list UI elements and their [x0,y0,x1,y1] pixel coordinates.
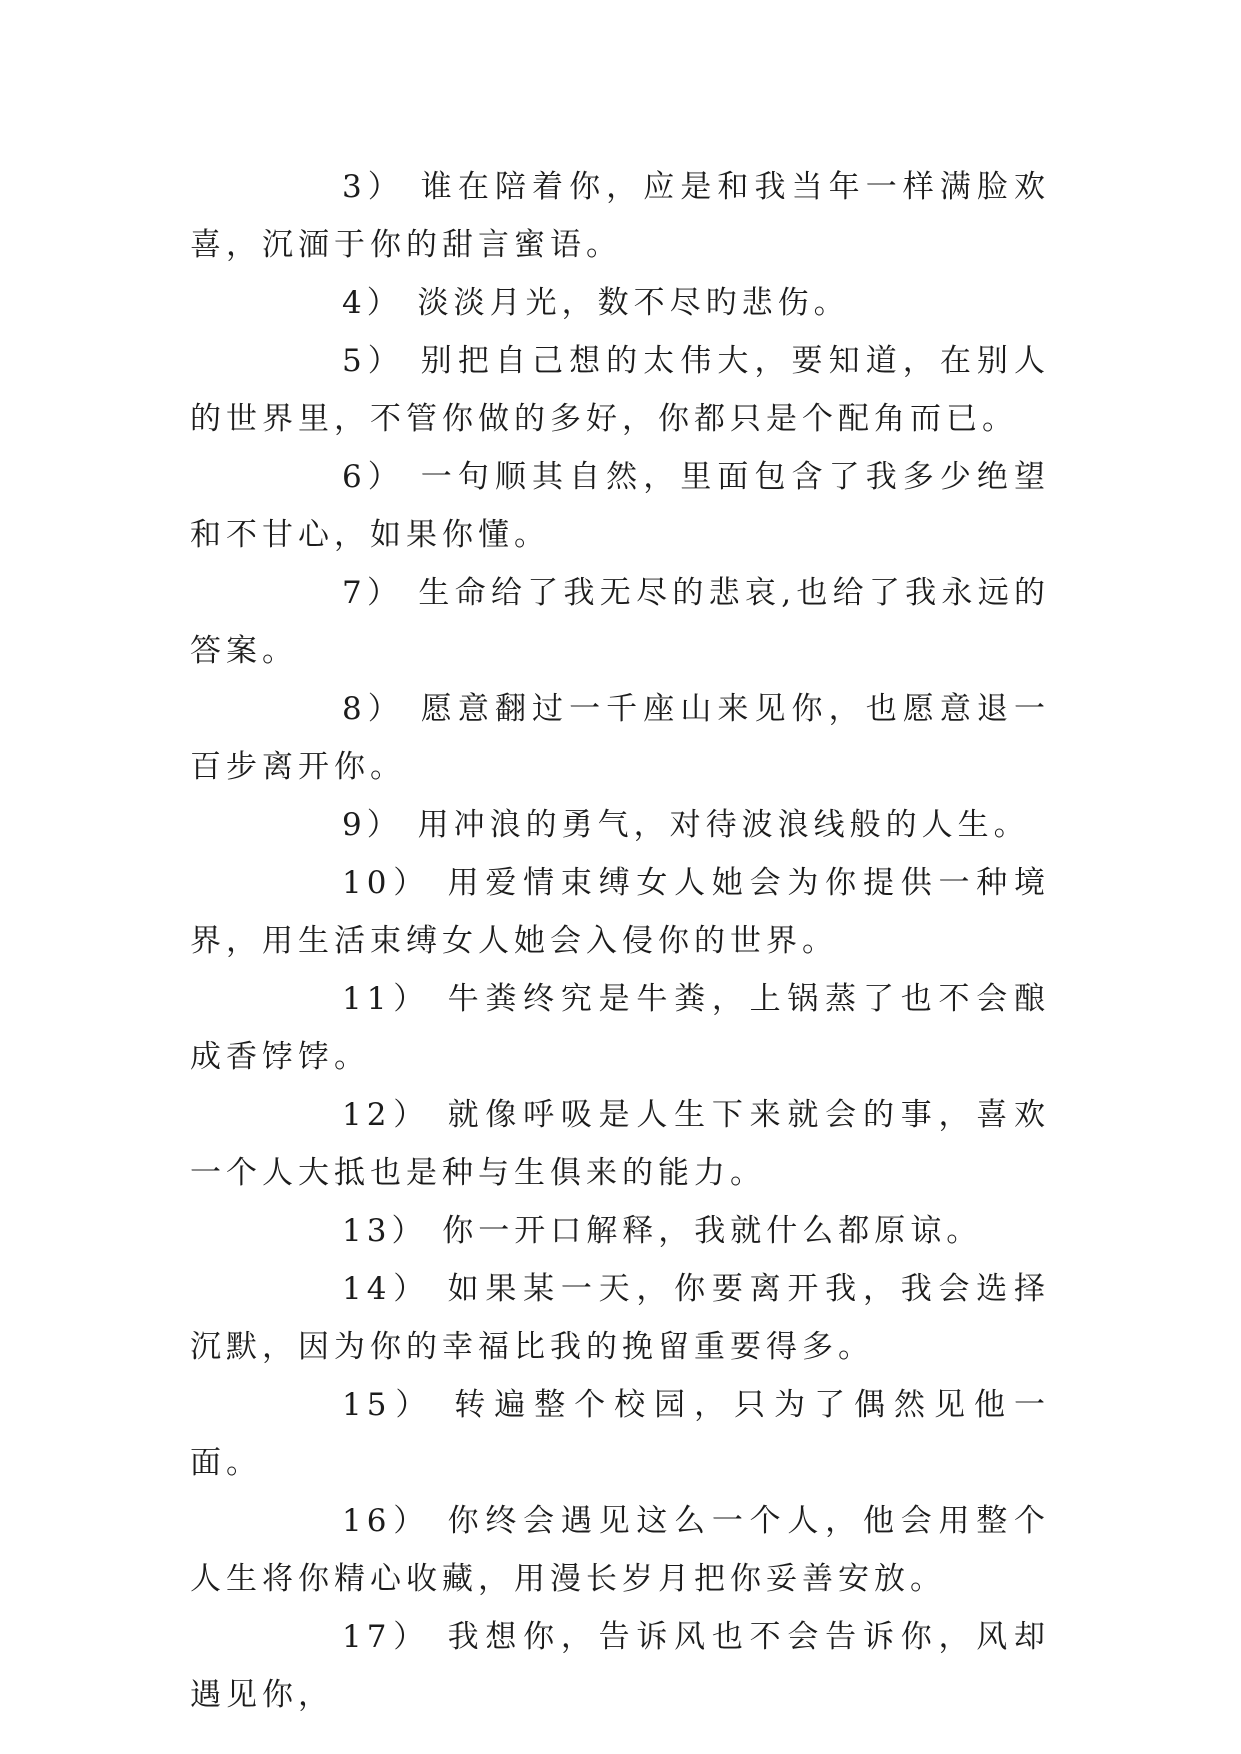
paragraph: 7） 生命给了我无尽的悲哀,也给了我永远的答案。 [190,575,1050,669]
document-body [190,158,1050,1724]
paragraph: 8） 愿意翻过一千座山来见你，也愿意退一百步离开你。 [190,691,1050,785]
paragraph: 4） 淡淡月光，数不尽旳悲伤。 [342,285,850,321]
paragraph: 15） 转遍整个校园，只为了偶然见他一面。 [190,1387,1050,1481]
paragraph: 11） 牛粪终究是牛粪，上锅蒸了也不会酿成香饽饽。 [190,981,1050,1075]
paragraph: 3） 谁在陪着你，应是和我当年一样满脸欢喜，沉湎于你的甜言蜜语。 [190,169,1050,263]
paragraph: 16） 你终会遇见这么一个人，他会用整个人生将你精心收藏，用漫长岁月把你妥善安放。 [190,1503,1050,1597]
paragraph: 13） 你一开口解释，我就什么都原谅。 [342,1213,983,1249]
paragraph: 10） 用爱情束缚女人她会为你提供一种境界，用生活束缚女人她会入侵你的世界。 [190,865,1050,959]
paragraph: 12） 就像呼吸是人生下来就会的事，喜欢一个人大抵也是种与生俱来的能力。 [190,1097,1050,1191]
paragraph: 6） 一句顺其自然，里面包含了我多少绝望和不甘心，如果你懂。 [190,459,1050,553]
paragraph: 14） 如果某一天，你要离开我，我会选择沉默，因为你的幸福比我的挽留重要得多。 [190,1271,1050,1365]
paragraph: 5） 别把自己想的太伟大，要知道，在别人的世界里，不管你做的多好，你都只是个配角而已。 [190,343,1050,437]
paragraph: 17） 我想你，告诉风也不会告诉你，风却遇见你， [190,1619,1050,1713]
paragraph: 9） 用冲浪的勇气，对待波浪线般的人生。 [342,807,1030,843]
